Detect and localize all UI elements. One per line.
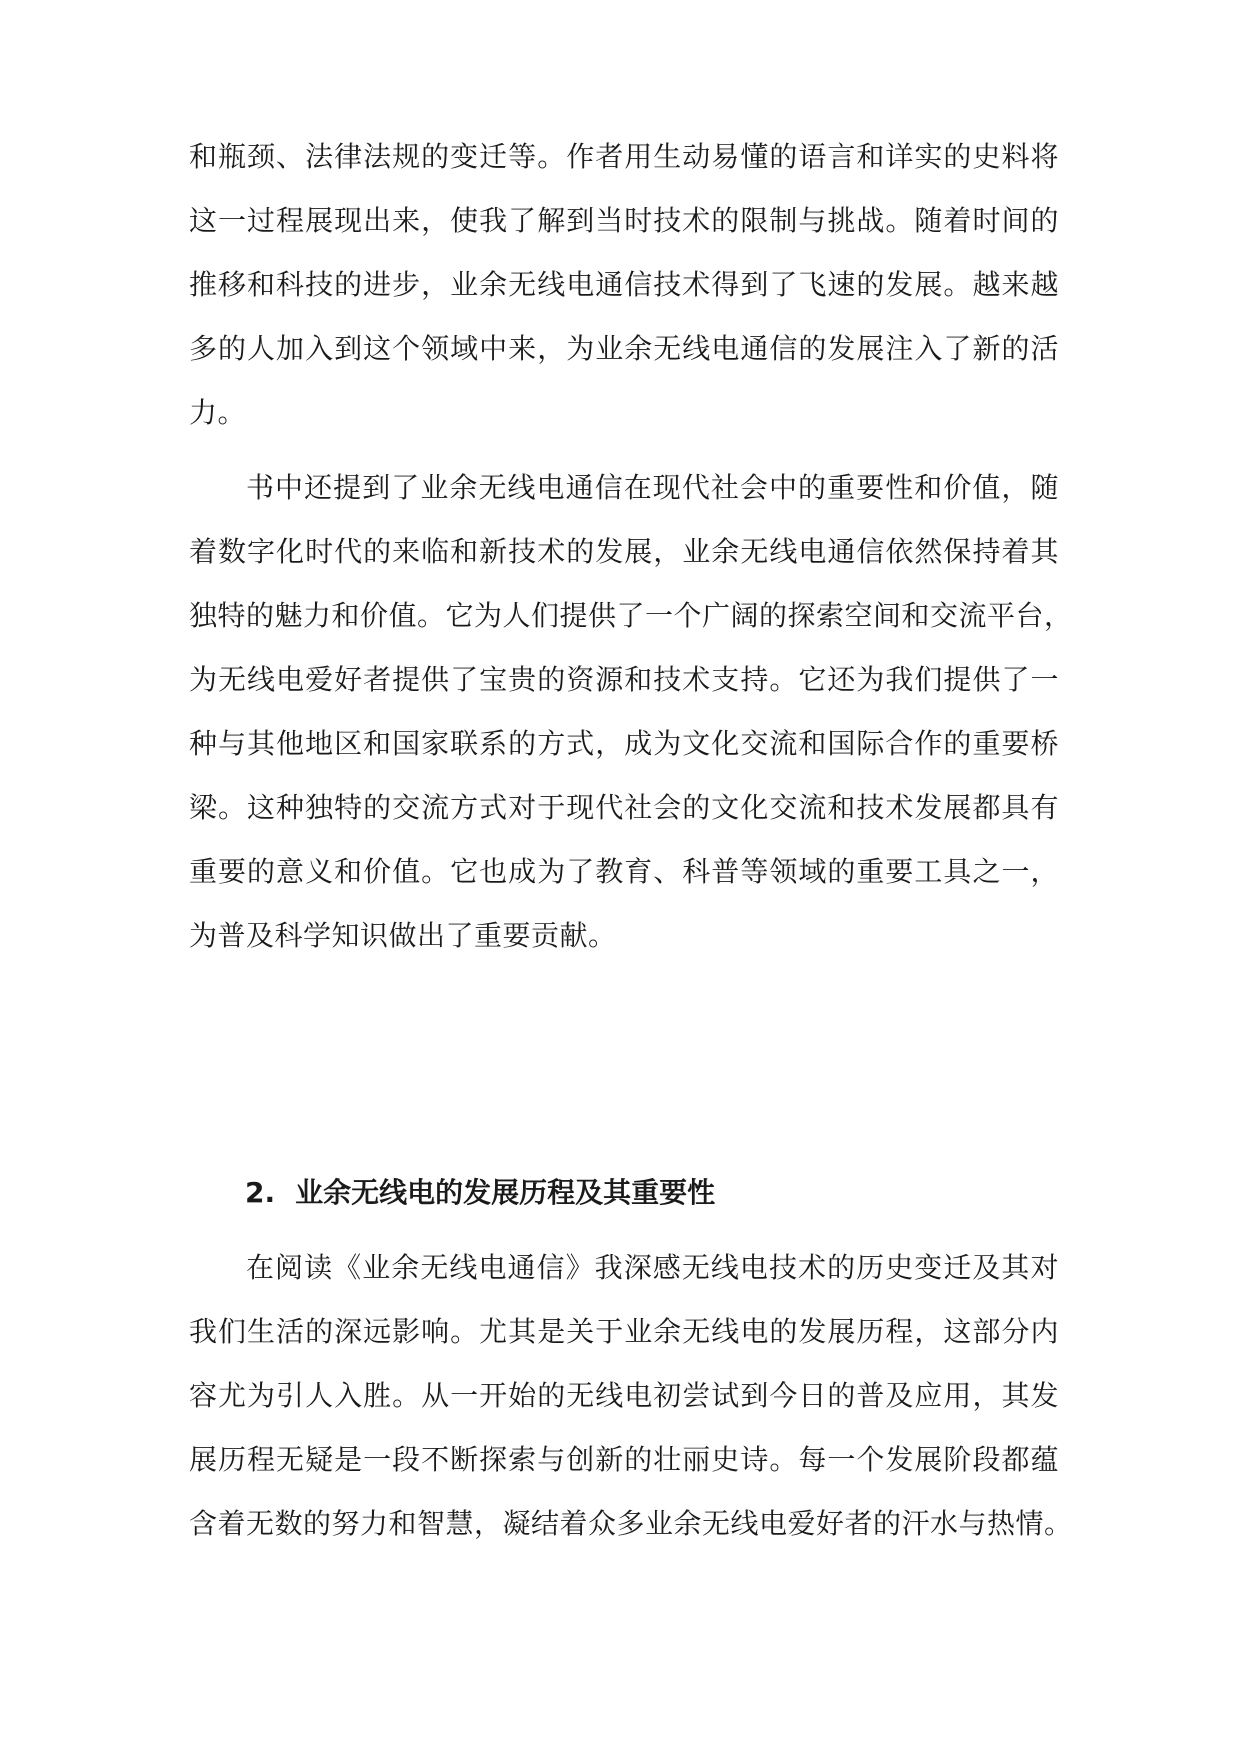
text-line: 重要的意义和价值。它也成为了教育、科普等领域的重要工具之一， — [189, 855, 1059, 888]
section-title: 业余无线电的发展历程及其重要性 — [295, 1176, 716, 1209]
text-line: 种与其他地区和国家联系的方式，成为文化交流和国际合作的重要桥 — [189, 727, 1059, 760]
text-line: 独特的魅力和价值。它为人们提供了一个广阔的探索空间和交流平台， — [189, 599, 1073, 632]
text-line: 展历程无疑是一段不断探索与创新的壮丽史诗。每一个发展阶段都蕴 — [189, 1443, 1059, 1476]
text-line: 为普及科学知识做出了重要贡献。 — [189, 919, 617, 952]
text-line: 我们生活的深远影响。尤其是关于业余无线电的发展历程，这部分内 — [189, 1315, 1059, 1348]
text-line: 在阅读《业余无线电通信》我深感无线电技术的历史变迁及其对 — [246, 1251, 1059, 1284]
text-line: 多的人加入到这个领域中来，为业余无线电通信的发展注入了新的活 — [189, 332, 1059, 365]
text-line: 含着无数的努力和智慧，凝结着众多业余无线电爱好者的汗水与热情。 — [189, 1507, 1073, 1540]
text-line: 这一过程展现出来，使我了解到当时技术的限制与挑战。随着时间的 — [189, 204, 1059, 237]
section-heading — [245, 1173, 715, 1213]
text-line: 为无线电爱好者提供了宝贵的资源和技术支持。它还为我们提供了一 — [189, 663, 1059, 696]
text-line: 推移和科技的进步，业余无线电通信技术得到了飞速的发展。越来越 — [189, 268, 1059, 301]
text-line: 书中还提到了业余无线电通信在现代社会中的重要性和价值，随 — [246, 471, 1059, 504]
section-number: 2. — [245, 1176, 276, 1209]
text-line: 力。 — [189, 396, 247, 429]
text-line: 梁。这种独特的交流方式对于现代社会的文化交流和技术发展都具有 — [189, 791, 1059, 824]
text-line: 着数字化时代的来临和新技术的发展，业余无线电通信依然保持着其 — [189, 535, 1059, 568]
text-line: 和瓶颈、法律法规的变迁等。作者用生动易懂的语言和详实的史料将 — [189, 140, 1059, 173]
text-line: 容尤为引人入胜。从一开始的无线电初尝试到今日的普及应用，其发 — [189, 1379, 1059, 1412]
